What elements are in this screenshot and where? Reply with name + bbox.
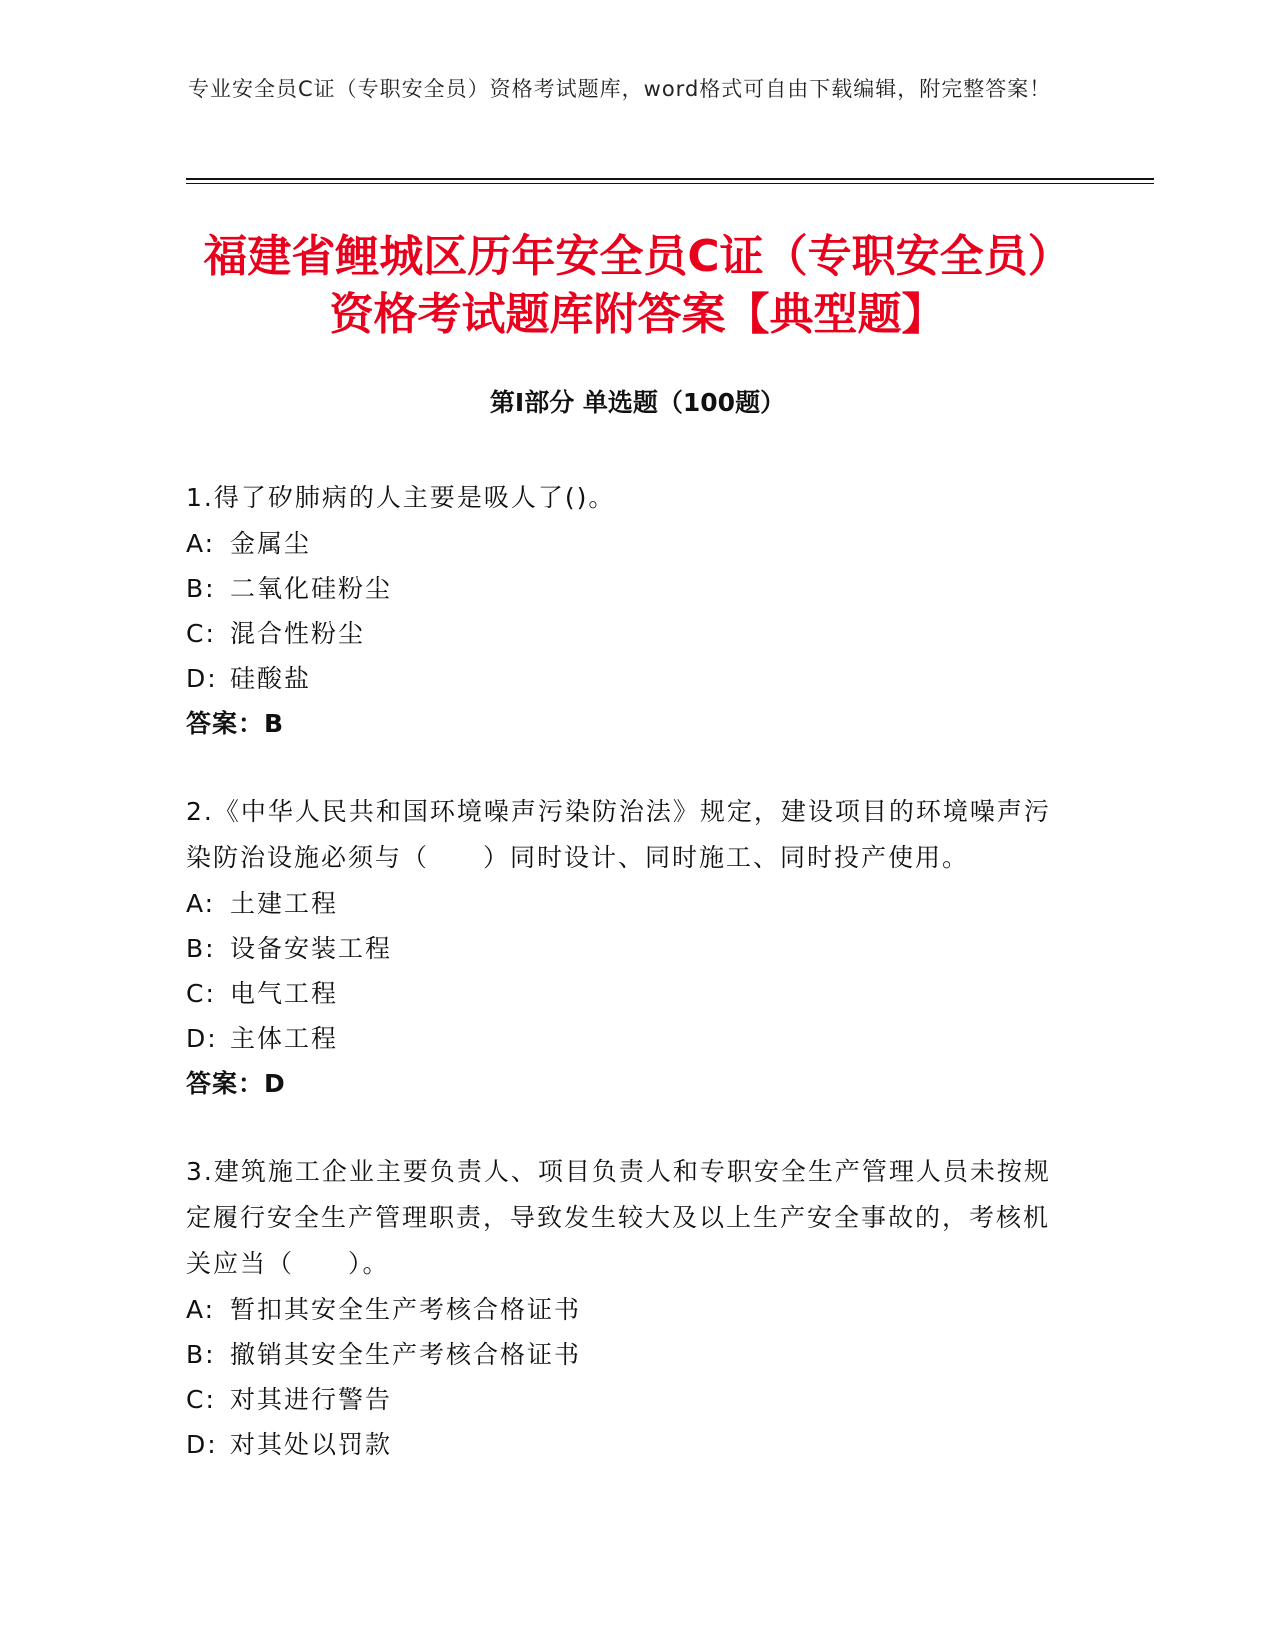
option-a: [186, 521, 1066, 566]
question-stem: 2.《中华人民共和国环境噪声污染防治法》规定，建设项目的环境噪声污染防治设施必须与（ ）同时设计、同时施工、同时投产使用。: [186, 797, 1051, 872]
option-letter: C:: [186, 979, 216, 1008]
option-letter: C:: [186, 619, 216, 648]
option-letter: A:: [186, 529, 216, 558]
answer-line: 答案：B: [186, 709, 285, 738]
option-a: [186, 881, 1066, 926]
option-text: 撤销其安全生产考核合格证书: [230, 1340, 582, 1369]
question-stem: 3.建筑施工企业主要负责人、项目负责人和专职安全生产管理人员未按规定履行安全生产管理职责，导致发生较大及以上生产安全事故的，考核机关应当（ ）。: [186, 1157, 1051, 1278]
option-text: 对其进行警告: [230, 1385, 393, 1414]
header-divider-thin: [186, 183, 1154, 184]
question-stem: 1.得了矽肺病的人主要是吸人了()。: [186, 483, 616, 512]
option-b: [186, 1332, 1066, 1377]
header-divider-thick: [186, 178, 1154, 180]
question-1: [186, 475, 1066, 747]
option-d: [186, 1422, 1066, 1467]
option-c: [186, 1377, 1066, 1422]
option-text: 主体工程: [230, 1024, 339, 1053]
option-letter: B:: [186, 934, 216, 963]
option-b: [186, 926, 1066, 971]
option-letter: A:: [186, 889, 216, 918]
option-letter: D:: [186, 1430, 218, 1459]
option-a: [186, 1287, 1066, 1332]
option-text: 金属尘: [230, 529, 312, 558]
header-note: 专业安全员C证（专职安全员）资格考试题库，word格式可自由下载编辑，附完整答案！: [188, 77, 1052, 101]
option-letter: B:: [186, 574, 216, 603]
answer-line: 答案：D: [186, 1069, 286, 1098]
option-letter: C:: [186, 1385, 216, 1414]
option-b: [186, 566, 1066, 611]
option-text: 暂扣其安全生产考核合格证书: [230, 1295, 582, 1324]
option-text: 电气工程: [230, 979, 339, 1008]
question-3: [186, 1149, 1066, 1467]
option-letter: B:: [186, 1340, 216, 1369]
option-c: [186, 611, 1066, 656]
option-c: [186, 971, 1066, 1016]
option-d: [186, 1016, 1066, 1061]
option-letter: D:: [186, 1024, 218, 1053]
question-2: [186, 789, 1066, 1107]
option-letter: D:: [186, 664, 218, 693]
option-text: 二氧化硅粉尘: [230, 574, 393, 603]
option-text: 硅酸盐: [230, 664, 312, 693]
option-text: 土建工程: [230, 889, 339, 918]
option-text: 对其处以罚款: [230, 1430, 393, 1459]
section-heading: 第Ⅰ部分 单选题（100题）: [489, 388, 786, 417]
document-title: 福建省鲤城区历年安全员C证（专职安全员）资格考试题库附答案【典型题】: [203, 231, 1072, 340]
question-list: [186, 475, 1066, 1509]
option-text: 混合性粉尘: [230, 619, 366, 648]
option-letter: A:: [186, 1295, 216, 1324]
option-d: [186, 656, 1066, 701]
option-text: 设备安装工程: [230, 934, 393, 963]
